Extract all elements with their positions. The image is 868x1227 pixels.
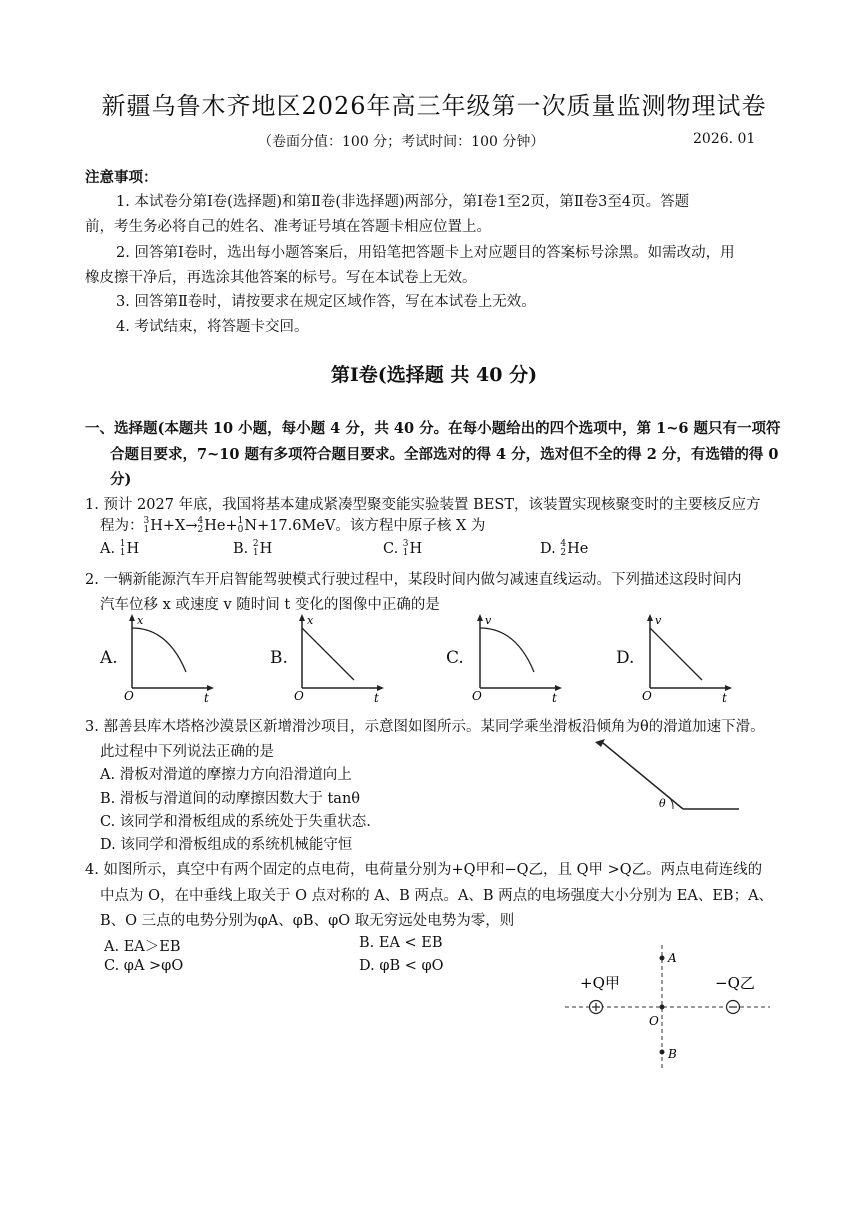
question-1-text: 1. 预计 2027 年底，我国将基本建成紧凑型聚变能实验装置 BEST，该装置实现核聚变时的主要核反应方 bbox=[85, 497, 761, 513]
y-axis-label: x bbox=[137, 614, 144, 627]
graph-b bbox=[288, 610, 388, 702]
question-1-option-d[interactable]: D. 4 2 He bbox=[540, 539, 589, 558]
question-4-option-a[interactable]: A. EA＞EB bbox=[104, 939, 181, 955]
point-b-label: B bbox=[668, 1047, 677, 1061]
question-4-text: B、O 三点的电势分别为φA、φB、φO 取无穷远处电势为零，则 bbox=[100, 913, 515, 929]
question-4-text: 4. 如图所示，真空中有两个固定的点电荷，电荷量分别为+Q甲和−Q乙，且 Q甲 >Q乙。两点电荷连线的 bbox=[85, 862, 763, 878]
minus-charge-label: −Q乙 bbox=[715, 974, 755, 992]
question-4-option-c[interactable]: C. φA >φO bbox=[104, 958, 184, 974]
graph-a bbox=[118, 610, 218, 702]
notice-item: 前，考生务必将自己的姓名、准考证号填在答题卡相应位置上。 bbox=[85, 219, 491, 235]
exam-info: （卷面分值：100 分；考试时间：100 分钟） bbox=[258, 134, 545, 150]
question-2-option-c[interactable]: C. bbox=[446, 648, 464, 668]
t-axis-label: t bbox=[204, 691, 209, 702]
slope-diagram bbox=[585, 735, 745, 815]
section-title: 第Ⅰ卷(选择题 共 40 分) bbox=[330, 364, 538, 386]
origin-label: O bbox=[642, 689, 652, 702]
notice-item: 4. 考试结束，将答题卡交回。 bbox=[116, 319, 309, 335]
notice-item: 2. 回答第Ⅰ卷时，选出每小题答案后，用铅笔把答题卡上对应题目的答案标号涂黑。如需改动，用 bbox=[116, 245, 735, 261]
point-o-label: O bbox=[649, 1014, 659, 1028]
notice-item: 3. 回答第Ⅱ卷时，请按要求在规定区域作答，写在本试卷上无效。 bbox=[116, 294, 536, 310]
question-2-option-a[interactable]: A. bbox=[100, 648, 118, 668]
part-instructions: 合题目要求，7~10 题有多项符合题目要求。全部选对的得 4 分，选对但不全的得 2 分，有选错的得 0 bbox=[110, 446, 779, 463]
graph-c bbox=[466, 610, 566, 702]
y-axis-label: x bbox=[307, 614, 314, 627]
question-1-option-c[interactable]: C. 3 1 H bbox=[383, 539, 423, 558]
y-axis-label: v bbox=[655, 614, 662, 627]
question-3-text: 3. 鄯善县库木塔格沙漠景区新增滑沙项目，示意图如图所示。某同学乘坐滑板沿倾角为θ的滑道加速下滑。 bbox=[85, 719, 765, 735]
part-instructions: 分) bbox=[110, 471, 132, 488]
question-2-text: 汽车位移 x 或速度 v 随时间 t 变化的图像中正确的是 bbox=[100, 597, 440, 613]
question-3-text: 此过程中下列说法正确的是 bbox=[100, 744, 274, 760]
t-axis-label: t bbox=[722, 691, 727, 702]
question-2-option-d[interactable]: D. bbox=[616, 648, 635, 668]
notice-item: 橡皮擦干净后，再选涂其他答案的标号。写在本试卷上无效。 bbox=[85, 270, 477, 286]
question-3-option-a[interactable]: A. 滑板对滑道的摩擦力方向沿滑道向上 bbox=[100, 767, 352, 783]
exam-date: 2026. 01 bbox=[693, 131, 756, 147]
part-instructions: 一、选择题(本题共 10 小题，每小题 4 分，共 40 分。在每小题给出的四个选项中，第 1~6 题只有一项符 bbox=[85, 420, 781, 437]
question-4-option-b[interactable]: B. EA < EB bbox=[359, 935, 443, 951]
t-axis-label: t bbox=[552, 691, 557, 702]
theta-label: θ bbox=[659, 797, 666, 810]
t-axis-label: t bbox=[374, 691, 379, 702]
question-1-equation: 程为： 3 1 H+X→ 4 2 He+ 1 0 N+17.6MeV。该方程中原子核 X 为 bbox=[100, 516, 486, 535]
question-3-option-d[interactable]: D. 该同学和滑板组成的系统机械能守恒 bbox=[100, 837, 353, 853]
graph-d bbox=[636, 610, 736, 702]
notice-item: 1. 本试卷分第Ⅰ卷(选择题)和第Ⅱ卷(非选择题)两部分，第Ⅰ卷1至2页，第Ⅱ卷3至4页。答题 bbox=[116, 194, 690, 210]
question-3-option-b[interactable]: B. 滑板与滑道间的动摩擦因数大于 tanθ bbox=[100, 791, 361, 807]
question-2-text: 2. 一辆新能源汽车开启智能驾驶模式行驶过程中，某段时间内做匀减速直线运动。下列描述这段时间内 bbox=[85, 572, 742, 588]
origin-label: O bbox=[472, 689, 482, 702]
y-axis-label: v bbox=[485, 614, 492, 627]
plus-charge-label: +Q甲 bbox=[580, 974, 620, 992]
question-3-option-c[interactable]: C. 该同学和滑板组成的系统处于失重状态. bbox=[100, 814, 371, 830]
page-title: 新疆乌鲁木齐地区2026年高三年级第一次质量监测物理试卷 bbox=[101, 92, 767, 120]
origin-label: O bbox=[124, 689, 134, 702]
question-4-option-d[interactable]: D. φB < φO bbox=[359, 958, 444, 974]
point-a-label: A bbox=[668, 951, 677, 965]
notice-heading: 注意事项： bbox=[85, 169, 158, 186]
charges-diagram bbox=[565, 940, 775, 1075]
question-1-option-a[interactable]: A. 1 1 H bbox=[100, 539, 140, 558]
question-4-text: 中点为 O，在中垂线上取关于 O 点对称的 A、B 两点。A、B 两点的电场强度大小分别为 EA、EB；A、 bbox=[100, 888, 774, 904]
question-2-option-b[interactable]: B. bbox=[270, 648, 288, 668]
origin-label: O bbox=[294, 689, 304, 702]
question-1-option-b[interactable]: B. 2 1 H bbox=[233, 539, 273, 558]
